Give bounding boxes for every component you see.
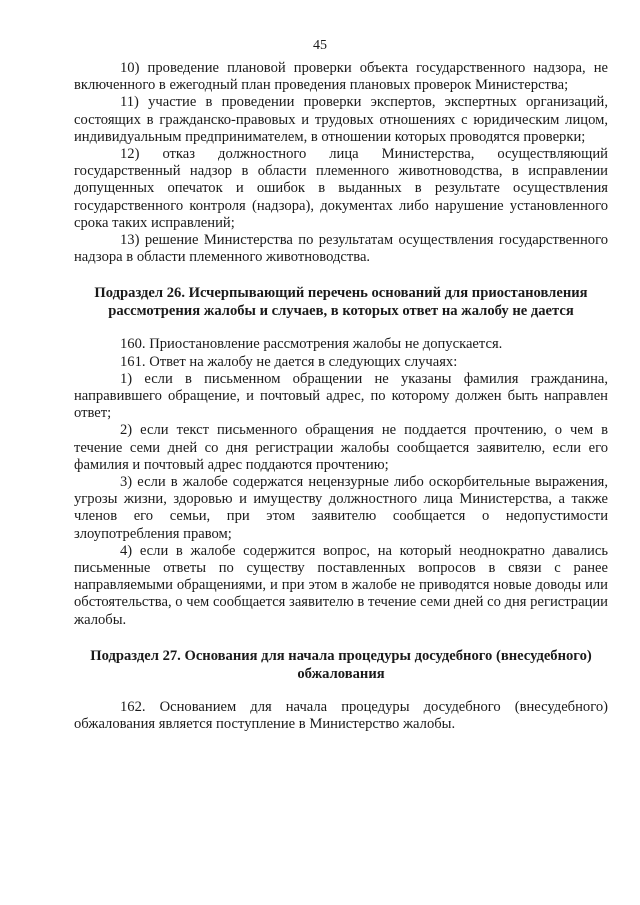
document-body bbox=[74, 60, 608, 733]
list-item: 13) решение Министерства по результатам осуществления государственного надзора в области племенного животноводства. bbox=[74, 232, 608, 266]
section-27-heading: Подраздел 27. Основания для начала процедуры досудебного (внесудебного) обжалования bbox=[90, 647, 592, 682]
section-26-heading: Подраздел 26. Исчерпывающий перечень оснований для приостановления рассмотрения жалобы и случаев, в которых ответ на жалобу не дается bbox=[94, 285, 588, 320]
list-item: 11) участие в проведении проверки экспертов, экспертных организаций, состоящих в гражданско-правовых и трудовых отношениях с юридическим лицом, индивидуальным предпринимателем, в отношении которых проводятся проверки; bbox=[74, 94, 608, 145]
list-item: 4) если в жалобе содержится вопрос, на который неоднократно давались письменные ответы по существу поставленных вопросов в связи с ранее направляемыми обращениями, и при этом в жалобе не приводятся новые доводы или обстоятельства, о чем сообщается заявителю в течение семи дней со дня регистрации жалобы. bbox=[74, 542, 608, 628]
list-item: 3) если в жалобе содержатся нецензурные либо оскорбительные выражения, угрозы жизни, здоровью и имуществу должностного лица Министерства, а также членов его семьи, при этом заявителю сообщается о недопустимости злоупотребления правом; bbox=[74, 474, 608, 542]
paragraph-161: 161. Ответ на жалобу не дается в следующих случаях: bbox=[120, 353, 458, 370]
paragraph-162: 162. Основанием для начала процедуры досудебного (внесудебного) обжалования является поступление в Министерство жалобы. bbox=[74, 698, 608, 733]
list-item: 10) проведение плановой проверки объекта государственного надзора, не включенного в ежегодный план проведения плановых проверок Министерства; bbox=[74, 60, 608, 94]
list-item: 1) если в письменном обращении не указаны фамилия гражданина, направившего обращение, и почтовый адрес, по которому должен быть направлен ответ; bbox=[74, 370, 608, 422]
list-item: 2) если текст письменного обращения не поддается прочтению, о чем в течение семи дней со дня регистрации жалобы сообщается заявителю, если его фамилия и почтовый адрес поддаются прочтению; bbox=[74, 422, 608, 473]
page-number: 45 bbox=[313, 38, 327, 53]
paragraph-160: 160. Приостановление рассмотрения жалобы не допускается. bbox=[120, 336, 503, 353]
list-item: 12) отказ должностного лица Министерства, осуществляющий государственный надзор в области племенного животноводства, в исправлении допущенных опечаток и ошибок в выданных в результате осуществления государственного контроля (надзора), документах либо нарушение установленного срока таких исправлений; bbox=[74, 146, 608, 231]
